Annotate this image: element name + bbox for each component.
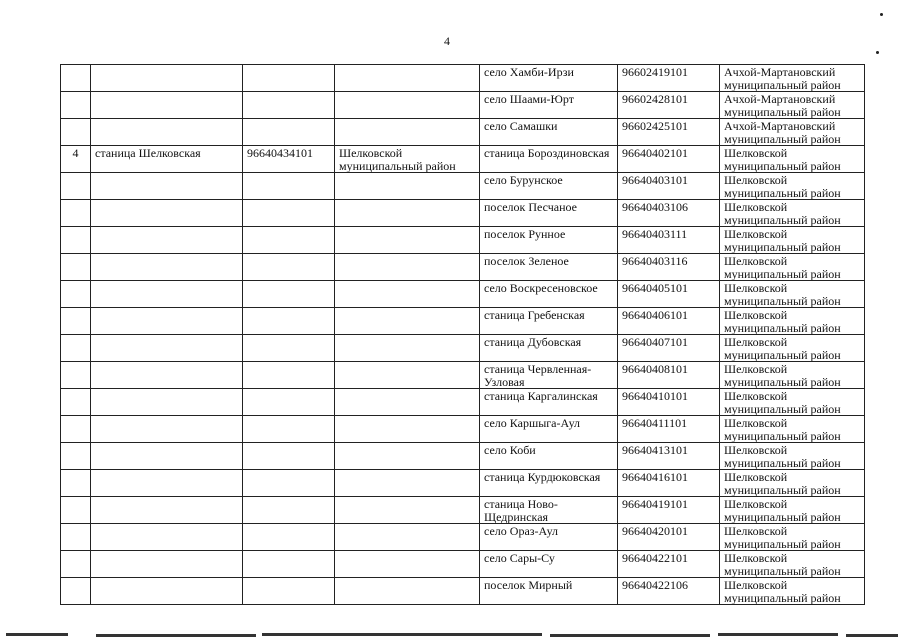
cell-oktmo-code	[243, 92, 335, 119]
cell-municipality	[91, 524, 243, 551]
cell-district	[335, 524, 480, 551]
cell-municipality	[91, 65, 243, 92]
table-row	[61, 389, 865, 416]
cell-oktmo-code	[243, 578, 335, 605]
cell-settlement-district: Шелковской муниципальный район	[720, 335, 865, 362]
cell-oktmo-code	[243, 173, 335, 200]
table-row	[61, 524, 865, 551]
cell-district	[335, 65, 480, 92]
cell-settlement: поселок Рунное	[480, 227, 618, 254]
cell-number	[61, 362, 91, 389]
cell-settlement-district: Шелковской муниципальный район	[720, 551, 865, 578]
cell-oktmo-code	[243, 389, 335, 416]
cell-oktmo-code	[243, 470, 335, 497]
cell-settlement: село Самашки	[480, 119, 618, 146]
cell-district	[335, 254, 480, 281]
cell-settlement-code: 96640403111	[618, 227, 720, 254]
table-row	[61, 443, 865, 470]
cell-number	[61, 92, 91, 119]
cell-settlement: село Коби	[480, 443, 618, 470]
cell-number	[61, 119, 91, 146]
cell-settlement-district: Шелковской муниципальный район	[720, 200, 865, 227]
cell-settlement-code: 96640403116	[618, 254, 720, 281]
table-row	[61, 470, 865, 497]
cell-settlement-code: 96640406101	[618, 308, 720, 335]
table-row	[61, 92, 865, 119]
cell-number	[61, 173, 91, 200]
cell-district	[335, 92, 480, 119]
scan-speck	[880, 13, 883, 16]
cell-municipality: станица Шелковская	[91, 146, 243, 173]
table-row	[61, 200, 865, 227]
cell-district	[335, 497, 480, 524]
cell-settlement-district: Шелковской муниципальный район	[720, 443, 865, 470]
cell-oktmo-code	[243, 416, 335, 443]
cell-settlement-district: Шелковской муниципальный район	[720, 146, 865, 173]
cell-settlement-district: Шелковской муниципальный район	[720, 281, 865, 308]
cell-municipality	[91, 389, 243, 416]
cell-number: 4	[61, 146, 91, 173]
cell-settlement-code: 96640410101	[618, 389, 720, 416]
cell-municipality	[91, 362, 243, 389]
cell-number	[61, 551, 91, 578]
table-row	[61, 119, 865, 146]
cell-settlement: село Воскресеновское	[480, 281, 618, 308]
cell-district	[335, 389, 480, 416]
table-row	[61, 146, 865, 173]
cell-settlement-code: 96640419101	[618, 497, 720, 524]
cell-district	[335, 119, 480, 146]
table-row	[61, 335, 865, 362]
cell-district	[335, 470, 480, 497]
cell-settlement-district: Шелковской муниципальный район	[720, 389, 865, 416]
cell-municipality	[91, 281, 243, 308]
cell-district	[335, 200, 480, 227]
cell-settlement-district: Шелковской муниципальный район	[720, 227, 865, 254]
table-row	[61, 551, 865, 578]
cell-district	[335, 416, 480, 443]
cell-district	[335, 443, 480, 470]
cell-settlement: поселок Песчаное	[480, 200, 618, 227]
cell-oktmo-code: 96640434101	[243, 146, 335, 173]
cell-settlement-code: 96640420101	[618, 524, 720, 551]
cell-oktmo-code	[243, 443, 335, 470]
cell-oktmo-code	[243, 119, 335, 146]
cell-number	[61, 254, 91, 281]
cell-settlement: станица Гребенская	[480, 308, 618, 335]
cell-settlement: станица Ново-Щедринская	[480, 497, 618, 524]
cell-settlement-code: 96640422106	[618, 578, 720, 605]
cell-municipality	[91, 92, 243, 119]
cell-settlement-district: Шелковской муниципальный район	[720, 254, 865, 281]
cell-oktmo-code	[243, 308, 335, 335]
cell-district	[335, 173, 480, 200]
cell-settlement-district: Ачхой-Мартановский муниципальный район	[720, 65, 865, 92]
cell-settlement-code: 96640403106	[618, 200, 720, 227]
cell-municipality	[91, 173, 243, 200]
cell-number	[61, 416, 91, 443]
cell-settlement-district: Шелковской муниципальный район	[720, 578, 865, 605]
cell-settlement: станица Дубовская	[480, 335, 618, 362]
cell-district	[335, 362, 480, 389]
cell-settlement-district: Шелковской муниципальный район	[720, 173, 865, 200]
cell-number	[61, 578, 91, 605]
cell-oktmo-code	[243, 281, 335, 308]
cell-number	[61, 335, 91, 362]
cell-oktmo-code	[243, 335, 335, 362]
cell-number	[61, 443, 91, 470]
cell-municipality	[91, 335, 243, 362]
table-row	[61, 308, 865, 335]
scan-speck	[876, 51, 879, 54]
cell-number	[61, 524, 91, 551]
cell-oktmo-code	[243, 551, 335, 578]
cell-settlement: поселок Зеленое	[480, 254, 618, 281]
cell-settlement-code: 96640402101	[618, 146, 720, 173]
cell-number	[61, 308, 91, 335]
cell-district	[335, 227, 480, 254]
cell-district: Шелковской муниципальный район	[335, 146, 480, 173]
cell-settlement: станица Червленная-Узловая	[480, 362, 618, 389]
cell-settlement-district: Ачхой-Мартановский муниципальный район	[720, 92, 865, 119]
cell-oktmo-code	[243, 497, 335, 524]
cell-municipality	[91, 443, 243, 470]
cell-settlement: станица Каргалинская	[480, 389, 618, 416]
cell-settlement-code: 96640422101	[618, 551, 720, 578]
table-row	[61, 416, 865, 443]
cell-settlement-code: 96640405101	[618, 281, 720, 308]
cell-settlement: село Каршыга-Аул	[480, 416, 618, 443]
cell-settlement: село Бурунское	[480, 173, 618, 200]
settlements-table	[60, 64, 865, 605]
cell-number	[61, 281, 91, 308]
cell-settlement-district: Шелковской муниципальный район	[720, 308, 865, 335]
cell-oktmo-code	[243, 524, 335, 551]
cell-district	[335, 551, 480, 578]
cell-municipality	[91, 578, 243, 605]
table-row	[61, 497, 865, 524]
cell-settlement-code: 96640403101	[618, 173, 720, 200]
cell-settlement: село Ораз-Аул	[480, 524, 618, 551]
cell-settlement-district: Ачхой-Мартановский муниципальный район	[720, 119, 865, 146]
cell-number	[61, 227, 91, 254]
cell-oktmo-code	[243, 362, 335, 389]
cell-district	[335, 308, 480, 335]
cell-oktmo-code	[243, 227, 335, 254]
cell-settlement-code: 96640413101	[618, 443, 720, 470]
cell-municipality	[91, 227, 243, 254]
cell-settlement-district: Шелковской муниципальный район	[720, 497, 865, 524]
cell-municipality	[91, 551, 243, 578]
cell-municipality	[91, 416, 243, 443]
cell-settlement: село Шаами-Юрт	[480, 92, 618, 119]
cell-settlement-code: 96602419101	[618, 65, 720, 92]
cell-municipality	[91, 497, 243, 524]
cell-settlement-district: Шелковской муниципальный район	[720, 524, 865, 551]
cell-number	[61, 200, 91, 227]
cell-settlement-district: Шелковской муниципальный район	[720, 362, 865, 389]
cell-settlement-code: 96640416101	[618, 470, 720, 497]
table-body	[61, 65, 865, 605]
cell-number	[61, 65, 91, 92]
cell-settlement-district: Шелковской муниципальный район	[720, 416, 865, 443]
cell-settlement-code: 96602425101	[618, 119, 720, 146]
cell-district	[335, 281, 480, 308]
cell-oktmo-code	[243, 200, 335, 227]
table-row	[61, 227, 865, 254]
cell-municipality	[91, 200, 243, 227]
cell-oktmo-code	[243, 254, 335, 281]
scan-bottom-edge	[0, 631, 904, 640]
cell-settlement-code: 96640407101	[618, 335, 720, 362]
cell-municipality	[91, 254, 243, 281]
cell-municipality	[91, 308, 243, 335]
cell-settlement-district: Шелковской муниципальный район	[720, 470, 865, 497]
cell-district	[335, 578, 480, 605]
table-row	[61, 65, 865, 92]
cell-settlement: село Хамби-Ирзи	[480, 65, 618, 92]
cell-settlement-code: 96640411101	[618, 416, 720, 443]
table-row	[61, 254, 865, 281]
cell-settlement: поселок Мирный	[480, 578, 618, 605]
cell-municipality	[91, 470, 243, 497]
cell-number	[61, 389, 91, 416]
cell-oktmo-code	[243, 65, 335, 92]
table-row	[61, 173, 865, 200]
table-row	[61, 281, 865, 308]
table-row	[61, 362, 865, 389]
cell-settlement: станица Бороздиновская	[480, 146, 618, 173]
cell-municipality	[91, 119, 243, 146]
cell-number	[61, 497, 91, 524]
cell-number	[61, 470, 91, 497]
cell-settlement: станица Курдюковская	[480, 470, 618, 497]
page-number: 4	[444, 34, 450, 48]
table-row	[61, 578, 865, 605]
cell-settlement-code: 96602428101	[618, 92, 720, 119]
cell-settlement: село Сары-Су	[480, 551, 618, 578]
cell-district	[335, 335, 480, 362]
cell-settlement-code: 96640408101	[618, 362, 720, 389]
